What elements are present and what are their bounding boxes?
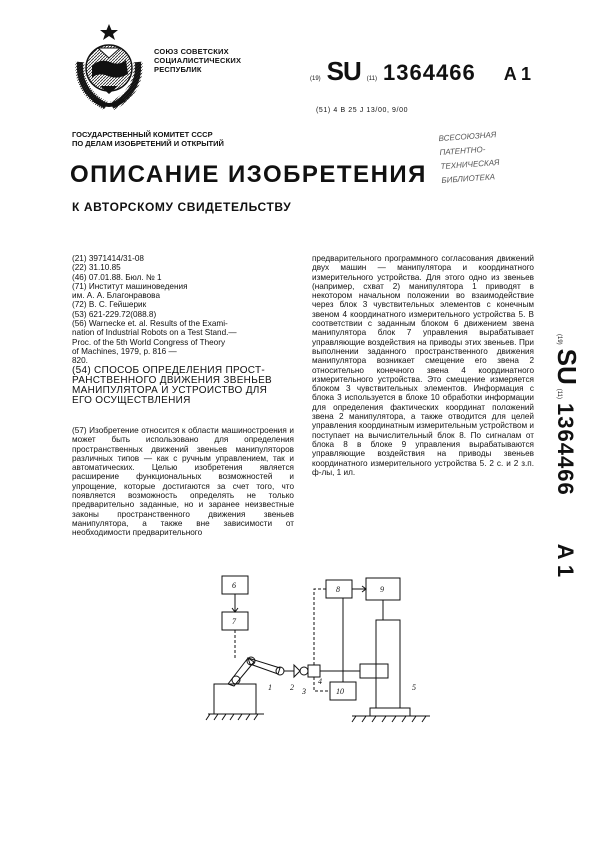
device-schematic xyxy=(200,572,490,732)
label-8: 8 xyxy=(336,585,340,594)
biblio-line: Proc. of the 5th World Congress of Theory xyxy=(72,337,226,347)
invention-title-line: МАНИПУЛЯТОРА И УСТРОЙСТВО ДЛЯ xyxy=(72,385,268,396)
stamp-line: БИБЛИОТЕКА xyxy=(441,172,496,185)
ussr-emblem xyxy=(70,22,148,110)
stamp-line: ТЕХНИЧЕСКАЯ xyxy=(440,157,500,172)
bibliographic-data xyxy=(72,254,304,406)
label-6: 6 xyxy=(232,581,236,590)
document-title: ОПИСАНИЕ ИЗОБРЕТЕНИЯ xyxy=(70,161,427,188)
side-country-code: SU xyxy=(552,348,582,385)
label-7: 7 xyxy=(232,617,236,626)
country-line: СОЦИАЛИСТИЧЕСКИХ xyxy=(154,56,242,65)
biblio-line: им. А. А. Благонравова xyxy=(72,291,160,301)
library-stamp xyxy=(438,128,501,188)
biblio-line: (56) Warnecke et. al. Results of the Exami- xyxy=(72,319,228,329)
committee-line: ПО ДЕЛАМ ИЗОБРЕТЕНИЙ И ОТКРЫТИЙ xyxy=(72,139,224,148)
side-patent-number-text: 1364466 xyxy=(553,403,578,496)
biblio-line: (21) 3971414/31-08 xyxy=(72,254,144,263)
stamp-line: ВСЕСОЮЗНАЯ xyxy=(438,130,497,144)
ipc-value: В 25 J 13/00, 9/00 xyxy=(340,107,409,114)
biblio-line: of Machines, 1979, p. 816 — xyxy=(72,346,177,356)
biblio-line: (72) В. С. Гейшерик xyxy=(72,300,147,310)
label-3: 3 xyxy=(302,687,306,696)
patent-number: 1364466 xyxy=(383,60,476,85)
committee-name xyxy=(72,130,224,148)
biblio-line: (53) 621-229.72(088.8) xyxy=(72,309,157,319)
label-2: 2 xyxy=(290,683,294,692)
biblio-line: 820. xyxy=(72,356,88,366)
label-10: 10 xyxy=(336,687,344,696)
label-4: 4 xyxy=(318,677,322,686)
number-code-label: (11) xyxy=(366,76,378,82)
invention-title-line: ЕГО ОСУЩЕСТВЛЕНИЯ xyxy=(72,395,191,406)
committee-line: ГОСУДАРСТВЕННЫЙ КОМИТЕТ СССР xyxy=(72,130,213,139)
side-country-code-label: (19) xyxy=(556,334,562,345)
manipulator-base xyxy=(214,684,256,714)
invention-title-line: РАНСТВЕННОГО ДВИЖЕНИЯ ЗВЕНЬЕВ xyxy=(72,375,273,386)
country-line: СОЮЗ СОВЕТСКИХ xyxy=(154,47,229,56)
side-document-kind: A 1 xyxy=(553,543,578,578)
document-kind: A 1 xyxy=(503,64,532,84)
biblio-line: (22) 31.10.85 xyxy=(72,263,121,273)
label-5: 5 xyxy=(412,683,416,692)
invention-title-line: (54) СПОСОБ ОПРЕДЕЛЕНИЯ ПРОСТ- xyxy=(72,365,266,376)
stamp-line: ПАТЕНТНО- xyxy=(439,144,486,158)
sensor-block-3 xyxy=(308,665,320,677)
ipc-code-label: (51) 4 xyxy=(316,107,338,114)
side-number-code-label: (11) xyxy=(556,388,562,400)
ipc-classification xyxy=(316,107,408,114)
document-subtitle: К АВТОРСКОМУ СВИДЕТЕЛЬСТВУ xyxy=(72,200,292,214)
label-9: 9 xyxy=(380,585,384,594)
country-line: РЕСПУБЛИК xyxy=(154,65,202,74)
biblio-line: (46) 07.01.88. Бюл. № 1 xyxy=(72,272,162,282)
abstract-column-right: предварительного программного согласования движений двух машин — манипулятора и координатного измерительного устройства. Для этого одно из звеньев (например, схват 2) манипулятора 1 приводят в некотором начальном положении во взаимодействие через блок 3 чувствительных элементов с конечным звеном 4 координатного измерительного устройства 5. В соответствии с заданным блоком 6 движением звена манипулятора блок 7 управления вырабатывает управляющие воздействия на приводы этих звеньев. При выполнении заданного пространственного движения манипулятора возникает смещение его звена 2 относительно конечного звена 4 координатного измерительного устройства. Это смещение измеряется блоком 3 чувствительных элементов. Информация с блока 3 используется в блоке 10 обработки информации для определения фактических координат положений звена 2 манипулятора, а также отводится для целей управления координатным измерительным устройством и поступает на вычислительный блок 8. По сигналам от блока 8 в блоке 9 управления вырабатываются управляющие воздействия на приводы звеньев координатного измерительного устройства 5. 2 с. и 2 з.п. ф-лы, 1 ил. xyxy=(312,254,534,477)
country-name xyxy=(154,47,241,74)
biblio-line: nation of Industrial Robots on a Test Stand.— xyxy=(72,328,237,338)
abstract-column-left: (57) Изобретение относится к области машиностроения и может быть использовано для определения пространственных движений звеньев манипуляторов различных типов — как с ручным управлением, так и автоматических. Целью изобретения является расширение функциональных возможностей и упрощение, которые достигаются за счет того, что появляется возможность определять не только предварительно заданные, но и заранее неизвестные законы пространственного движения звеньев манипулятора, а также вне зависимости от необходимости предварительного xyxy=(72,426,294,538)
biblio-line: (71) Институт машиноведения xyxy=(72,281,188,291)
side-patent-number xyxy=(548,334,588,694)
label-1: 1 xyxy=(268,683,272,692)
country-code: SU xyxy=(326,56,361,86)
country-code-label: (19) xyxy=(310,76,321,82)
patent-number-header xyxy=(310,56,531,87)
